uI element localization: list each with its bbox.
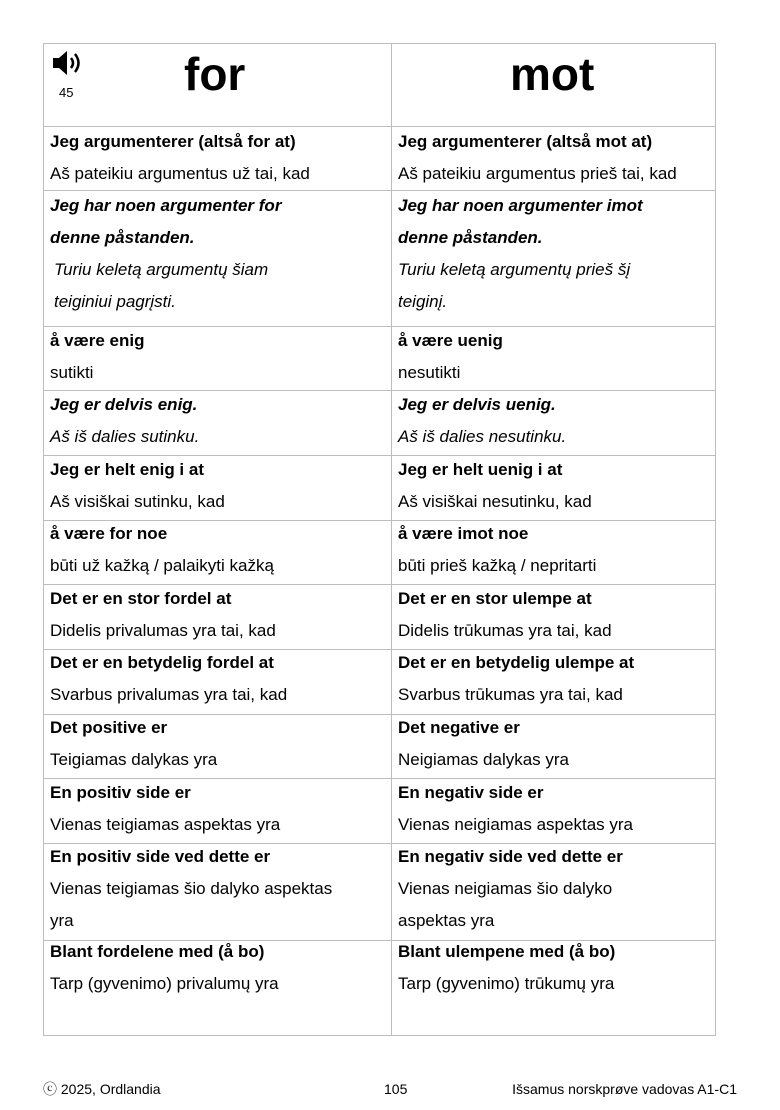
- phrase-norwegian: Blant fordelene med (å bo): [50, 942, 265, 961]
- phrase-norwegian: En positiv side er: [50, 783, 191, 802]
- column-title-mot: mot: [510, 48, 595, 100]
- table-row-1-left: [50, 126, 386, 190]
- table-row-5-left: [50, 454, 386, 518]
- table-row-2-left: [50, 190, 386, 318]
- phrase-translation: Aš visiškai sutinku, kad: [50, 492, 225, 511]
- table-row-4-left: [50, 389, 386, 453]
- table-row-2-right: [398, 190, 714, 318]
- phrase-translation: aspektas yra: [398, 911, 495, 930]
- table-row-9-right: [398, 712, 714, 776]
- phrase-norwegian: Jeg argumenterer (altså mot at): [398, 132, 653, 151]
- phrase-norwegian: En negativ side ved dette er: [398, 847, 623, 866]
- table-row-1-right: [398, 126, 714, 190]
- table-row-3-left: [50, 325, 386, 389]
- footer-book-title: Išsamus norskprøve vadovas A1-C1: [512, 1081, 737, 1097]
- phrase-translation: Aš visiškai nesutinku, kad: [398, 492, 592, 511]
- table-row-11-left: [50, 841, 386, 937]
- phrase-norwegian: å være enig: [50, 331, 145, 350]
- table-row-11-right: [398, 841, 714, 937]
- phrase-translation: Svarbus trūkumas yra tai, kad: [398, 685, 623, 704]
- phrase-norwegian: å være imot noe: [398, 524, 529, 543]
- phrase-translation: Vienas teigiamas aspektas yra: [50, 815, 281, 834]
- table-row-10-right: [398, 777, 714, 841]
- phrase-norwegian: Det er en betydelig fordel at: [50, 653, 274, 672]
- phrase-norwegian: å være uenig: [398, 331, 503, 350]
- table-row-4-right: [398, 389, 714, 453]
- table-row-3-right: [398, 325, 714, 389]
- phrase-translation: Vienas neigiamas aspektas yra: [398, 815, 633, 834]
- phrase-translation: nesutikti: [398, 363, 461, 382]
- phrase-norwegian: Det er en betydelig ulempe at: [398, 653, 635, 672]
- phrase-norwegian: Jeg er delvis enig.: [50, 395, 198, 414]
- phrase-norwegian: Jeg er helt enig i at: [50, 460, 204, 479]
- table-row-6-left: [50, 518, 386, 582]
- phrase-norwegian: Jeg er delvis uenig.: [398, 395, 556, 414]
- phrase-translation: Neigiamas dalykas yra: [398, 750, 570, 769]
- column-title-for: for: [184, 48, 246, 100]
- phrase-translation: yra: [50, 911, 74, 930]
- table-row-7-right: [398, 583, 714, 647]
- phrase-translation: Aš pateikiu argumentus prieš tai, kad: [398, 164, 677, 183]
- phrase-translation: Aš iš dalies nesutinku.: [398, 427, 567, 446]
- table-row-7-left: [50, 583, 386, 647]
- phrase-translation: Tarp (gyvenimo) trūkumų yra: [398, 974, 615, 993]
- table-row-10-left: [50, 777, 386, 841]
- phrase-translation: būti už kažką / palaikyti kažką: [50, 556, 274, 575]
- table-row-8-right: [398, 647, 714, 711]
- phrase-norwegian: Jeg er helt uenig i at: [398, 460, 563, 479]
- phrase-norwegian: En positiv side ved dette er: [50, 847, 271, 866]
- phrase-translation: Aš pateikiu argumentus už tai, kad: [50, 164, 310, 183]
- phrase-norwegian: Jeg har noen argumenter imot: [398, 196, 643, 215]
- speaker-icon[interactable]: [51, 49, 85, 77]
- audio-track-number: 45: [59, 85, 74, 100]
- phrase-norwegian: Det er en stor ulempe at: [398, 589, 592, 608]
- phrase-norwegian: å være for noe: [50, 524, 168, 543]
- phrase-table: [43, 43, 716, 1036]
- phrase-translation: Turiu keletą argumentų šiam: [54, 260, 269, 279]
- phrase-translation: Vienas teigiamas šio dalyko aspektas: [50, 879, 333, 898]
- footer-copyright: ⓒ 2025, Ordlandia: [43, 1081, 161, 1097]
- phrase-translation: Aš iš dalies sutinku.: [50, 427, 200, 446]
- phrase-translation: teiginį.: [398, 292, 448, 311]
- footer-page-number: 105: [384, 1081, 408, 1097]
- phrase-norwegian: En negativ side er: [398, 783, 544, 802]
- phrase-norwegian: Blant ulempene med (å bo): [398, 942, 616, 961]
- phrase-translation: Didelis privalumas yra tai, kad: [50, 621, 276, 640]
- phrase-norwegian: Det er en stor fordel at: [50, 589, 232, 608]
- phrase-translation: Didelis trūkumas yra tai, kad: [398, 621, 612, 640]
- phrase-norwegian: denne påstanden.: [398, 228, 543, 247]
- phrase-translation: Svarbus privalumas yra tai, kad: [50, 685, 288, 704]
- phrase-translation: Turiu keletą argumentų prieš šį: [398, 260, 631, 279]
- phrase-translation: teiginiui pagrįsti.: [54, 292, 176, 311]
- phrase-translation: Vienas neigiamas šio dalyko: [398, 879, 613, 898]
- phrase-translation: sutikti: [50, 363, 94, 382]
- table-row-5-right: [398, 454, 714, 518]
- column-divider: [391, 44, 392, 1035]
- table-row-12-right: [398, 936, 714, 1000]
- table-row-9-left: [50, 712, 386, 776]
- table-row-6-right: [398, 518, 714, 582]
- table-row-12-left: [50, 936, 386, 1000]
- phrase-norwegian: Det positive er: [50, 718, 168, 737]
- phrase-norwegian: Jeg har noen argumenter for: [50, 196, 282, 215]
- phrase-translation: Tarp (gyvenimo) privalumų yra: [50, 974, 279, 993]
- phrase-norwegian: Jeg argumenterer (altså for at): [50, 132, 296, 151]
- phrase-translation: Teigiamas dalykas yra: [50, 750, 218, 769]
- phrase-norwegian: Det negative er: [398, 718, 520, 737]
- table-row-8-left: [50, 647, 386, 711]
- phrase-norwegian: denne påstanden.: [50, 228, 195, 247]
- phrase-translation: būti prieš kažką / nepritarti: [398, 556, 597, 575]
